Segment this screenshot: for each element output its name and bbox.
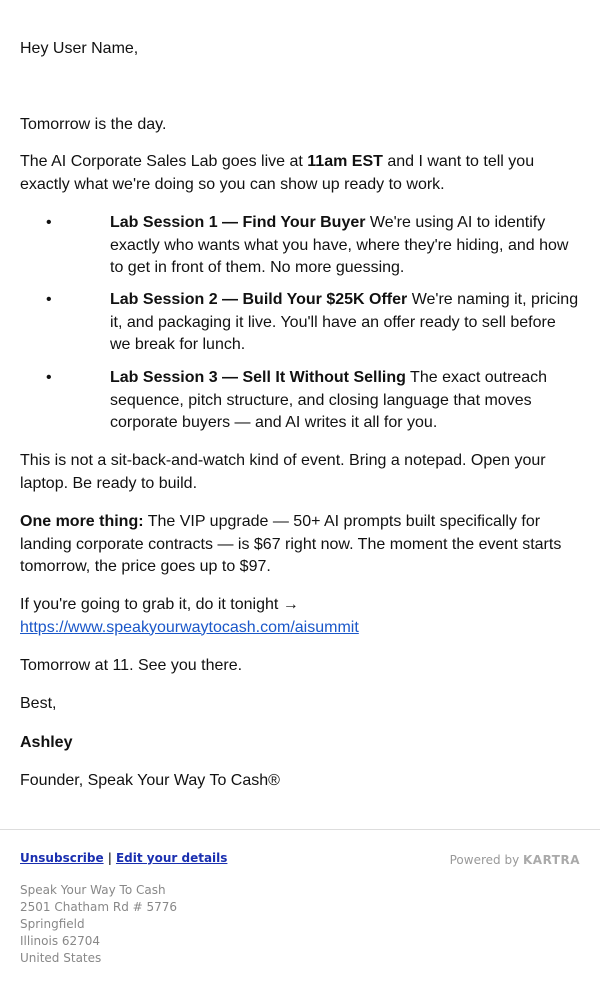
vip-paragraph xyxy=(20,511,580,579)
unsubscribe-link[interactable]: Unsubscribe xyxy=(20,851,104,865)
intro-before: The AI Corporate Sales Lab goes live at xyxy=(20,153,308,170)
footer-separator: | xyxy=(107,851,112,865)
vip-label: One more thing: xyxy=(20,513,144,530)
bullet: • xyxy=(46,214,52,231)
session-title: Lab Session 2 — Build Your $25K Offer xyxy=(110,291,408,308)
footer-address xyxy=(20,882,177,967)
edit-details-link[interactable]: Edit your details xyxy=(115,851,228,865)
address-line: 2501 Chatham Rd # 5776 xyxy=(20,900,178,914)
powered-by-badge[interactable] xyxy=(450,853,580,867)
grab-paragraph xyxy=(20,594,580,639)
session-text: We're naming it, pricing it, and packaging it live. You'll have an offer ready to sell before we break for lunch. xyxy=(110,291,579,353)
session-text: We're using AI to identify exactly who wants what you have, where they're hiding, and how to get in front of them. No more guessing. xyxy=(110,214,569,276)
tomorrow-line: Tomorrow is the day. xyxy=(20,116,167,133)
session-text: The exact outreach sequence, pitch structure, and closing language that moves corporate buyers — and AI writes it all for you. xyxy=(110,369,548,431)
grab-text: If you're going to grab it, do it tonight → xyxy=(20,596,299,613)
address-line: Illinois 62704 xyxy=(20,934,101,948)
address-line: Springfield xyxy=(20,917,85,931)
intro-paragraph xyxy=(20,151,580,196)
notepad-paragraph: This is not a sit-back-and-watch kind of event. Bring a notepad. Open your laptop. Be ready to build. xyxy=(20,452,546,492)
address-line: Speak Your Way To Cash xyxy=(20,883,166,897)
footer-divider xyxy=(0,829,600,830)
summit-link[interactable]: https://www.speakyourwaytocash.com/aisummit xyxy=(20,618,359,636)
footer-links xyxy=(20,851,227,865)
address-line: United States xyxy=(20,951,102,965)
intro-time: 11am EST xyxy=(307,153,383,170)
powered-by-text: Powered by xyxy=(449,853,523,867)
greeting: Hey User Name, xyxy=(20,40,139,57)
bullet: • xyxy=(46,369,52,386)
intro-after: and I want to tell you exactly what we're doing so you can show up ready to work. xyxy=(20,153,535,193)
sender-name: Ashley xyxy=(20,734,73,751)
see-you-line: Tomorrow at 11. See you there. xyxy=(20,657,243,674)
kartra-logo: KARTRA xyxy=(523,853,580,867)
bullet: • xyxy=(46,291,52,308)
sender-role: Founder, Speak Your Way To Cash® xyxy=(20,772,280,789)
session-title: Lab Session 3 — Sell It Without Selling xyxy=(110,369,406,386)
vip-text: The VIP upgrade — 50+ AI prompts built specifically for landing corporate contracts — is $67 right now. The moment the event starts tomorrow, the price goes up to $97. xyxy=(20,513,562,575)
signoff: Best, xyxy=(20,695,57,712)
session-title: Lab Session 1 — Find Your Buyer xyxy=(110,214,366,231)
